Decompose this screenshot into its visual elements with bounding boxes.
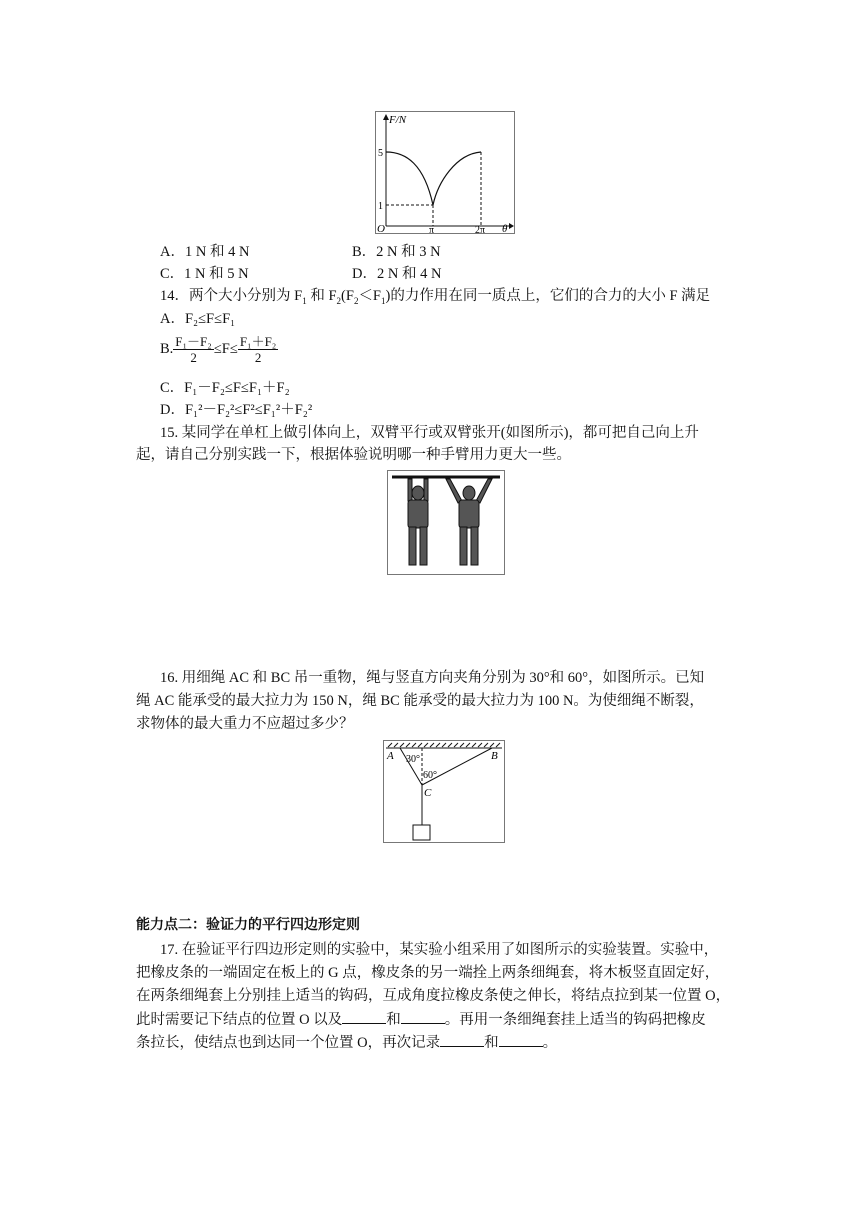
q17-line-2: 把橡皮条的一端固定在板上的 G 点，橡皮条的另一端拴上两条细绳套，将木板竖直固定好， (136, 965, 720, 981)
q17-line-4: 此时需要记下结点的位置 O 以及 和 。再用一条细绳套挂上适当的钩码把橡皮 (136, 1009, 706, 1030)
blank-3[interactable] (440, 1032, 484, 1047)
blank-2[interactable] (401, 1009, 445, 1024)
graph-figure (375, 111, 515, 234)
y-tick-1: 1 (378, 201, 383, 212)
q15-line-2: 起，请自己分别实践一下，根据体验说明哪一种手臂用力更大一些。 (136, 447, 571, 463)
q13-option-a: A．1 N 和 4 N (160, 244, 250, 260)
q13-option-b: B．2 N 和 3 N (352, 244, 441, 260)
q15-line-1: 15. 某同学在单杠上做引体向上，双臂平行或双臂张开(如图所示)，都可把自己向上升 (160, 425, 699, 441)
label-a: A (387, 750, 394, 762)
label-c: C (424, 787, 432, 799)
pullup-illustration (388, 471, 504, 574)
q14-stem: 14．两个大小分别为 $F_1$ 和 $F_2(F_2<F_1)$的力作用在同一质点上，它们的合力的大小 F 满足 (160, 288, 711, 306)
q16-line-3: 求物体的最大重力不应超过多少？ (136, 716, 354, 732)
x-tick-2pi: 2π (475, 225, 486, 233)
q14-option-a: A．F₂≤F≤F₁ (160, 311, 236, 327)
force-curve (386, 152, 481, 205)
angle-60-label: 60° (423, 770, 437, 781)
fraction-lower: $\frac{\text{F₁－F₂}}{2}$ (175, 334, 212, 365)
fraction-upper: $\frac{\text{F₁＋F₂}}{2}$ (239, 334, 277, 365)
x-axis-arrow (509, 223, 514, 229)
ceiling-hatching (386, 743, 502, 748)
force-angle-graph (376, 112, 514, 233)
rope-figure (383, 740, 505, 843)
person-parallel-arms (408, 479, 428, 565)
q13-option-d: D．2 N 和 4 N (352, 266, 442, 282)
q17-line-1: 17. 在验证平行四边形定则的实验中，某实验小组采用了如图所示的实验装置。实验中， (160, 942, 719, 958)
label-b: B (491, 750, 498, 762)
rope-diagram (384, 741, 504, 842)
weight-box (413, 825, 430, 840)
section-heading: 能力点二：验证力的平行四边形定则 (136, 917, 360, 933)
q17-line-3: 在两条细绳套上分别挂上适当的钩码，互成角度拉橡皮条使之伸长，将结点拉到某一位置 O， (136, 988, 731, 1004)
q16-line-1: 16. 用细绳 AC 和 BC 吊一重物，绳与竖直方向夹角分别为 30°和 60°，如图所示。已知 (160, 670, 705, 686)
y-axis-label: F/N (389, 114, 407, 126)
x-tick-pi: π (429, 225, 435, 233)
pullup-figure (387, 470, 505, 575)
q16-line-2: 绳 AC 能承受的最大拉力为 150 N，绳 BC 能承受的最大拉力为 100 N。为使细绳不断裂， (136, 693, 704, 709)
origin-label: O (377, 223, 385, 233)
q17-line-5: 条拉长，使结点也到达同一个位置 O，再次记录 和 。 (136, 1032, 557, 1053)
q14-option-b: B. $\frac{\text{F₁－F₂}}{2}$ ≤F≤ $\frac{\text{F₁＋F₂}}{2}$ (160, 334, 277, 365)
person-spread-arms (446, 479, 492, 565)
y-tick-5: 5 (378, 148, 383, 159)
angle-30-label: 30° (406, 754, 420, 765)
q13-option-c: C．1 N 和 5 N (160, 266, 249, 282)
x-axis-label: θ (502, 223, 508, 233)
blank-1[interactable] (342, 1009, 386, 1024)
blank-4[interactable] (499, 1032, 543, 1047)
q14-option-c: C．F₁－F₂≤F≤F₁＋F₂ (160, 380, 290, 396)
q14-option-d: D．F₁²－F₂²≤F²≤F₁²＋F₂² (160, 402, 313, 418)
